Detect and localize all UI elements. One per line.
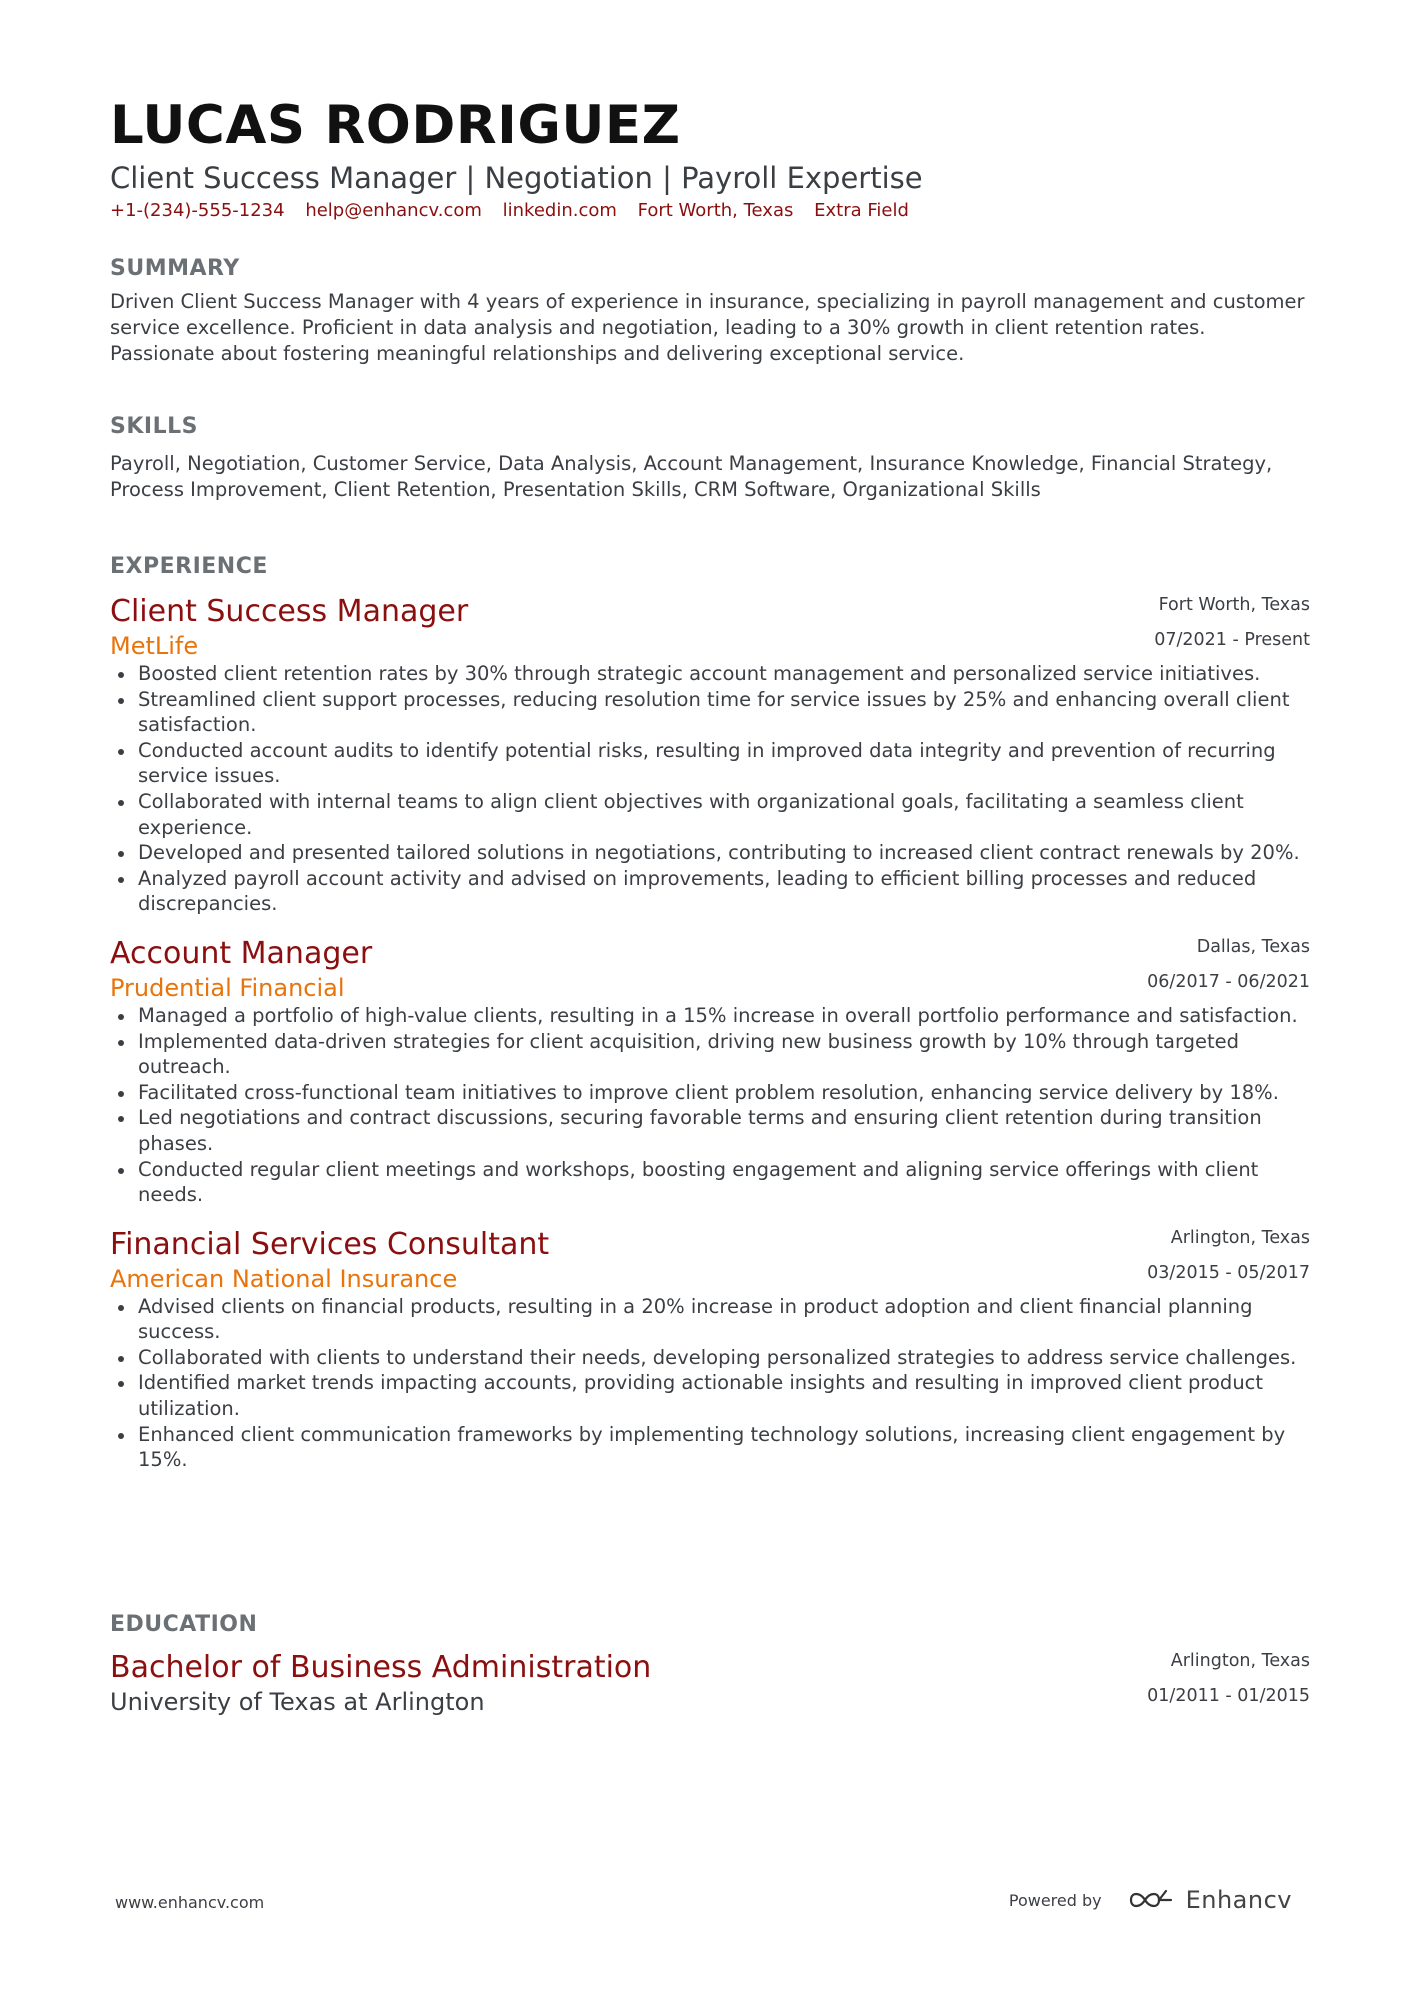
contact-phone[interactable]: +1-(234)-555-1234 <box>110 200 285 221</box>
candidate-name: LUCAS RODRIGUEZ <box>110 95 681 156</box>
candidate-headline: Client Success Manager | Negotiation | Payroll Expertise <box>110 161 923 195</box>
enhancv-logo-text: Enhancv <box>1185 1886 1292 1914</box>
education-degree: Bachelor of Business Administration <box>110 1650 652 1685</box>
job-title: Account Manager <box>110 935 373 971</box>
job-bullet: Facilitated cross-functional team initiatives to improve client problem resolution, enhancing service delivery by 18%. <box>110 1080 1310 1106</box>
job-bullets <box>110 661 1310 917</box>
contact-location: Fort Worth, Texas <box>637 200 794 221</box>
job-bullet: Implemented data-driven strategies for client acquisition, driving new business growth by 10% through targeted outreach. <box>110 1029 1310 1080</box>
skills-section <box>110 414 1310 503</box>
contact-linkedin[interactable]: linkedin.com <box>502 200 617 221</box>
job-bullet: Led negotiations and contract discussions, securing favorable terms and ensuring client retention during transition phases. <box>110 1105 1310 1156</box>
job-bullet: Collaborated with internal teams to align client objectives with organizational goals, facilitating a seamless client experience. <box>110 789 1310 840</box>
job-bullets <box>110 1294 1310 1473</box>
job-company: MetLife <box>110 632 199 660</box>
powered-by-label: Powered by <box>1008 1890 1102 1910</box>
job-bullet: Analyzed payroll account activity and advised on improvements, leading to efficient billing processes and reduced discrepancies. <box>110 866 1310 917</box>
section-title-skills: SKILLS <box>110 414 198 439</box>
job-bullet: Boosted client retention rates by 30% through strategic account management and personalized service initiatives. <box>110 661 1310 687</box>
job-location: Fort Worth, Texas <box>1158 595 1310 615</box>
section-title-education: EDUCATION <box>110 1612 258 1637</box>
job-bullet: Streamlined client support processes, reducing resolution time for service issues by 25% and enhancing overall client satisfaction. <box>110 687 1310 738</box>
job-header <box>110 593 1310 661</box>
job-bullet: Enhanced client communication frameworks by implementing technology solutions, increasing client engagement by 15%. <box>110 1422 1310 1473</box>
summary-section <box>110 256 1310 366</box>
job-entry <box>110 935 1310 1208</box>
job-bullet: Conducted account audits to identify potential risks, resulting in improved data integrity and prevention of recurring service issues. <box>110 738 1310 789</box>
contact-extra: Extra Field <box>814 200 909 221</box>
job-bullet: Developed and presented tailored solutions in negotiations, contributing to increased client contract renewals by 20%. <box>110 840 1310 866</box>
job-company: Prudential Financial <box>110 973 345 1002</box>
job-dates: 03/2015 - 05/2017 <box>1147 1262 1310 1283</box>
job-company: American National Insurance <box>110 1264 458 1293</box>
education-school: University of Texas at Arlington <box>110 1688 485 1716</box>
job-dates: 06/2017 - 06/2021 <box>1147 971 1310 992</box>
education-location: Arlington, Texas <box>1170 1651 1310 1671</box>
job-location: Dallas, Texas <box>1196 936 1310 957</box>
job-header <box>110 1226 1310 1294</box>
contact-email[interactable]: help@enhancv.com <box>305 200 482 221</box>
footer-branding <box>1009 1880 1292 1920</box>
job-location: Arlington, Texas <box>1170 1227 1310 1248</box>
job-title: Client Success Manager <box>110 594 469 629</box>
contact-bar <box>110 198 1310 224</box>
job-header <box>110 935 1310 1003</box>
education-header <box>110 1649 1310 1717</box>
job-dates: 07/2021 - Present <box>1154 630 1310 650</box>
experience-section <box>110 554 1310 1473</box>
resume-content <box>110 95 1310 1716</box>
enhancv-logo-icon <box>1128 1887 1174 1913</box>
section-title-summary: SUMMARY <box>110 256 240 281</box>
education-section <box>110 1612 1310 1717</box>
skills-text: Payroll, Negotiation, Customer Service, Data Analysis, Account Management, Insurance Knowledge, Financial Strategy, Process Improvement, Client Retention, Presentation Skills, CRM Software, Organizational Skills <box>110 452 1273 501</box>
footer-website[interactable]: www.enhancv.com <box>115 1893 265 1912</box>
job-bullets <box>110 1003 1310 1208</box>
summary-text: Driven Client Success Manager with 4 years of experience in insurance, specializing in payroll management and customer service excellence. Proficient in data analysis and negotiation, leading to a 30% growth in client retention rates. Passionate about fostering meaningful relationships and delivering exceptional service. <box>110 290 1305 365</box>
job-bullet: Managed a portfolio of high-value clients, resulting in a 15% increase in overall portfolio performance and satisfaction. <box>110 1003 1310 1029</box>
job-bullet: Collaborated with clients to understand their needs, developing personalized strategies to address service challenges. <box>110 1345 1310 1371</box>
job-entry <box>110 1226 1310 1473</box>
job-title: Financial Services Consultant <box>110 1226 550 1262</box>
job-bullet: Identified market trends impacting accounts, providing actionable insights and resulting in improved client product utilization. <box>110 1370 1310 1421</box>
section-title-experience: EXPERIENCE <box>110 554 268 579</box>
education-entry <box>110 1649 1310 1717</box>
job-bullet: Advised clients on financial products, resulting in a 20% increase in product adoption and client financial planning success. <box>110 1294 1310 1345</box>
job-bullet: Conducted regular client meetings and workshops, boosting engagement and aligning service offerings with client needs. <box>110 1157 1310 1208</box>
job-entry <box>110 593 1310 917</box>
education-dates: 01/2011 - 01/2015 <box>1147 1686 1310 1706</box>
